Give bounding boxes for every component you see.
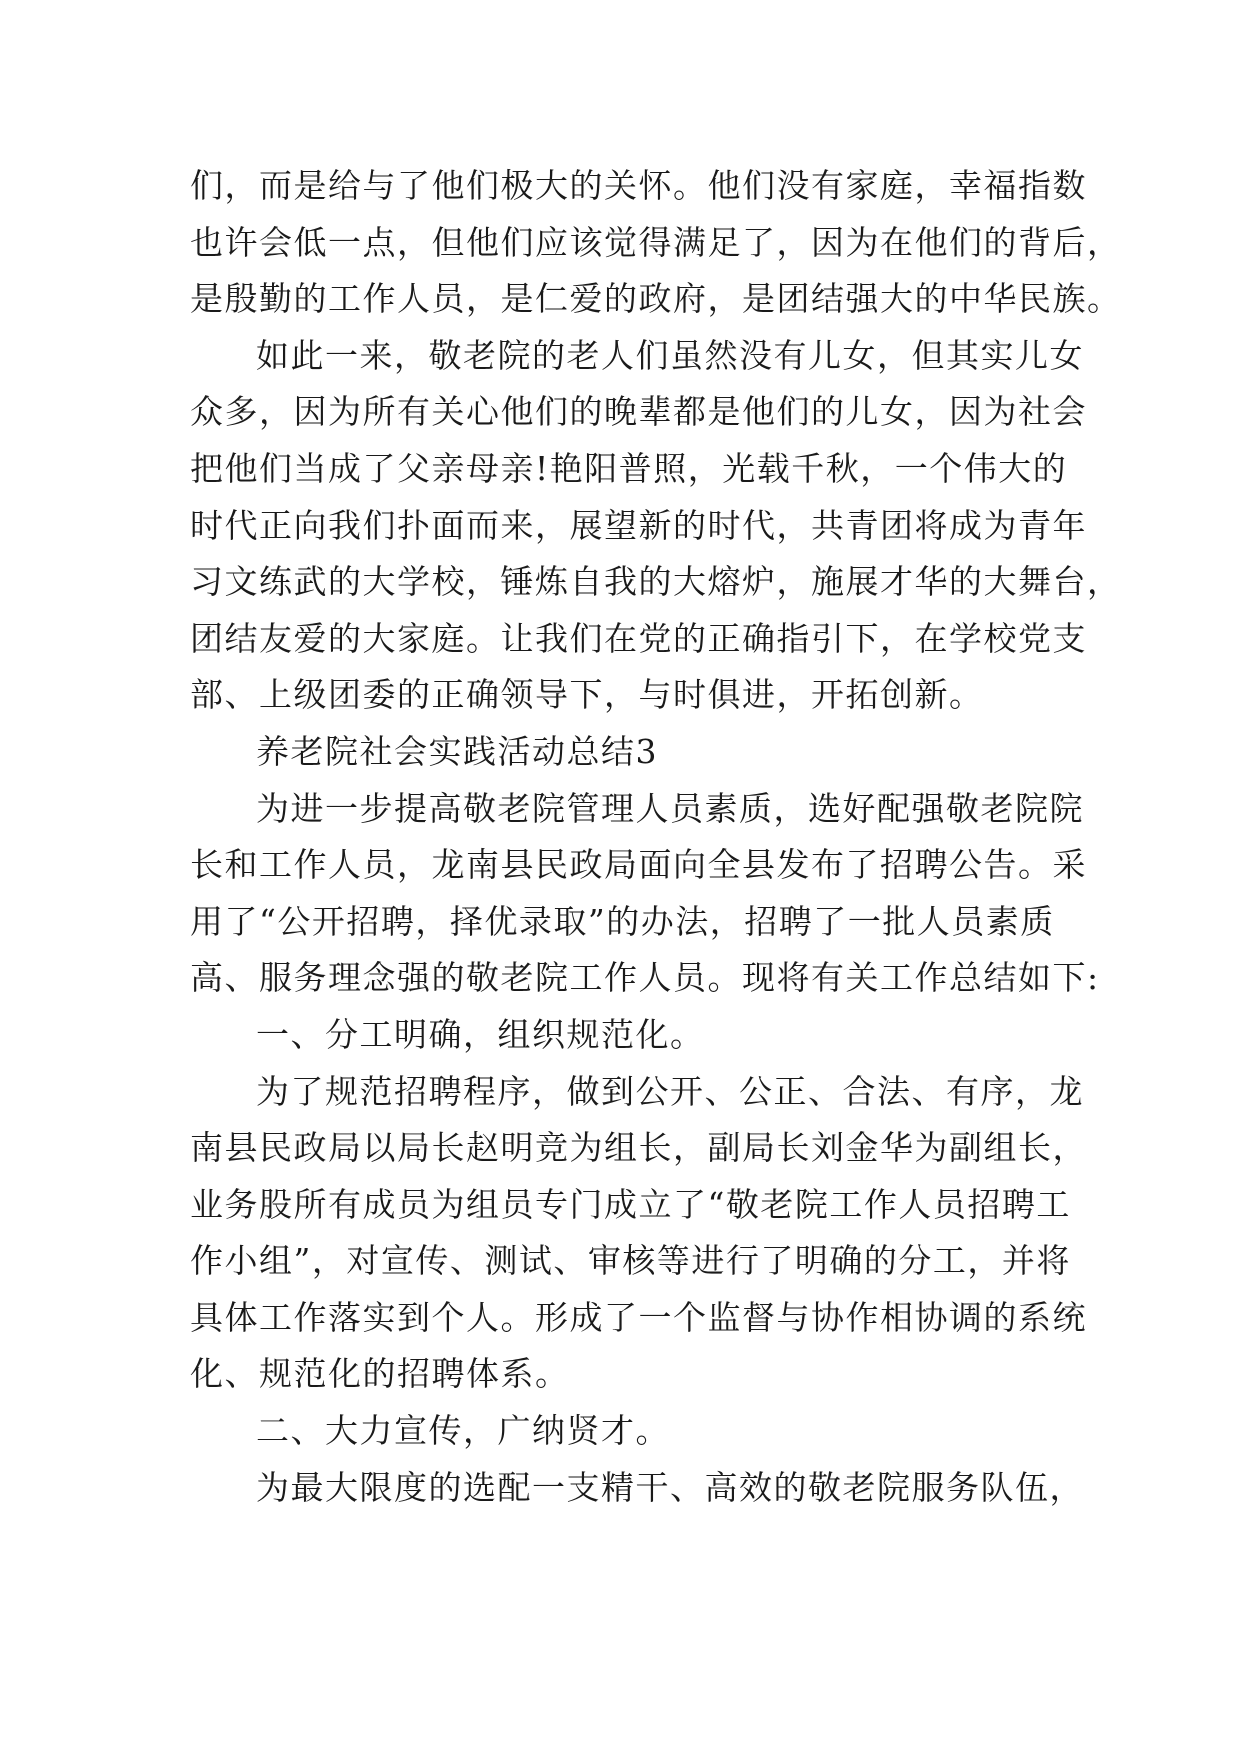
text-line: 化、规范化的招聘体系。: [190, 1354, 570, 1394]
text-line: 作小组”，对宣传、测试、审核等进行了明确的分工，并将: [190, 1241, 1071, 1281]
text-line: 也许会低一点，但他们应该觉得满足了，因为在他们的背后，: [190, 222, 1122, 262]
text-line: 团结友爱的大家庭。让我们在党的正确指引下，在学校党支: [190, 618, 1087, 658]
text-line: 一、分工明确，组织规范化。: [256, 1014, 705, 1054]
text-line: 为进一步提高敬老院管理人员素质，选好配强敬老院院: [256, 788, 1084, 828]
text-line: 为最大限度的选配一支精干、高效的敬老院服务队伍，: [256, 1467, 1084, 1507]
text-line: 养老院社会实践活动总结3: [256, 731, 658, 771]
text-line: 时代正向我们扑面而来，展望新的时代，共青团将成为青年: [190, 505, 1087, 545]
text-line: 二、大力宣传，广纳贤才。: [256, 1411, 670, 1451]
text-line: 长和工作人员，龙南县民政局面向全县发布了招聘公告。采: [190, 845, 1087, 885]
text-line: 具体工作落实到个人。形成了一个监督与协作相协调的系统: [190, 1297, 1087, 1337]
body-text: [190, 158, 1122, 1516]
text-line: 为了规范招聘程序，做到公开、公正、合法、有序，龙: [256, 1071, 1084, 1111]
text-line: 是殷勤的工作人员，是仁爱的政府，是团结强大的中华民族。: [190, 279, 1122, 319]
text-line: 们，而是给与了他们极大的关怀。他们没有家庭，幸福指数: [190, 166, 1087, 205]
text-line: 部、上级团委的正确领导下，与时俱进，开拓创新。: [190, 675, 984, 715]
text-line: 业务股所有成员为组员专门成立了“敬老院工作人员招聘工: [190, 1184, 1071, 1224]
text-line: 如此一来，敬老院的老人们虽然没有儿女，但其实儿女: [256, 335, 1084, 375]
text-line: 南县民政局以局长赵明竞为组长，副局长刘金华为副组长，: [190, 1128, 1087, 1168]
text-line: 众多，因为所有关心他们的晚辈都是他们的儿女，因为社会: [190, 392, 1087, 432]
text-line: 高、服务理念强的敬老院工作人员。现将有关工作总结如下:: [190, 958, 1100, 998]
text-line: 用了“公开招聘，择优录取”的办法，招聘了一批人员素质: [190, 901, 1055, 941]
text-line: 习文练武的大学校，锤炼自我的大熔炉，施展才华的大舞台，: [190, 562, 1122, 602]
text-line: 把他们当成了父亲母亲!艳阳普照，光载千秋，一个伟大的: [190, 448, 1068, 488]
